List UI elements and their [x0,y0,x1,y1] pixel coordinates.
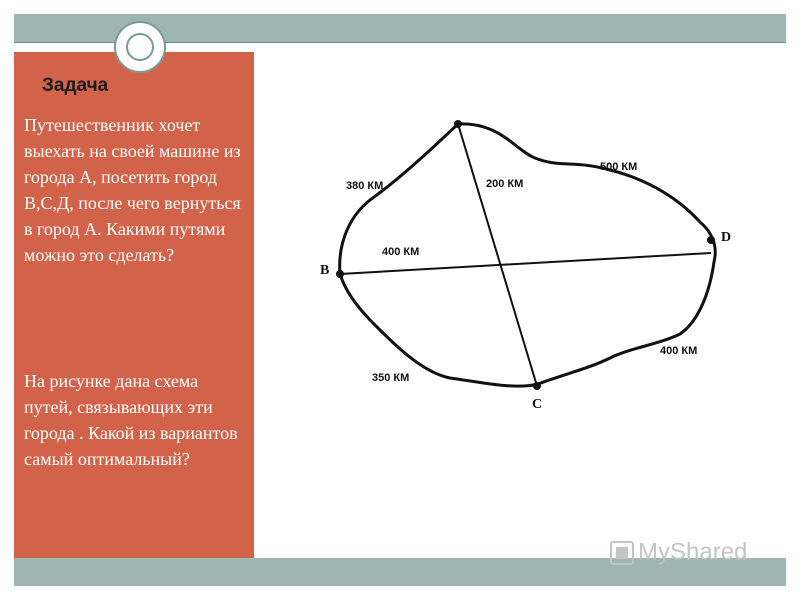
slide-title: Задача [42,75,109,96]
node-c [533,382,541,390]
inner-circle [126,33,154,61]
edge-label-b-d: 400 КМ [382,246,420,258]
question-paragraph: На рисунке дана схема путей, связывающих эти города . Какой из вариантов самый оптимальный? [24,371,238,469]
circle-emblem-icon [114,21,166,73]
edge-label-b-c: 350 КМ [372,372,410,384]
task-paragraph: Путешественник хочет выехать на своей машине из города А, посетить город В,С,Д, после чего вернуться в город А. Какими путями можно это сделать? [24,115,241,265]
watermark-logo-icon [610,541,634,565]
watermark [610,538,747,567]
node-a [454,120,462,128]
watermark-text: MyShared [638,538,748,566]
node-label-c: C [532,397,543,412]
edge-label-a-c: 200 КМ [486,178,524,190]
route-diagram [258,52,786,558]
route-a-c [458,124,537,386]
node-label-d: D [721,230,732,245]
node-label-b: B [320,263,330,278]
edge-label-a-d: 500 КМ [600,161,638,173]
node-b [336,270,344,278]
edge-label-a-b: 380 КМ [346,180,384,192]
node-d [707,236,715,244]
edge-label-c-d: 400 КМ [660,345,698,357]
